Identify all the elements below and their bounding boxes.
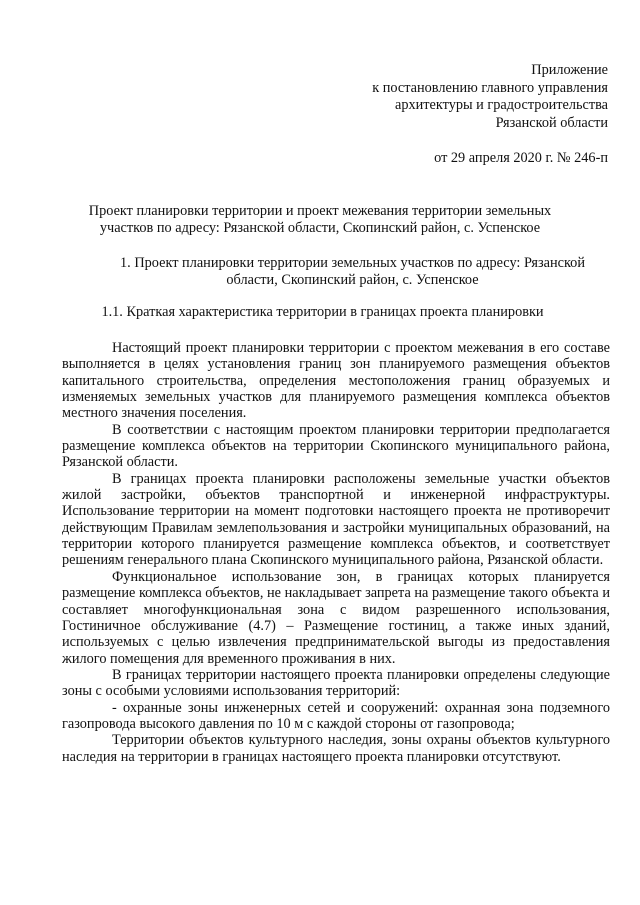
paragraph: В соответствии с настоящим проектом планировки территории предполагается размещение комплекса объектов на территории Скопинского муниципального района, Рязанской области. [62,421,610,471]
paragraph: В границах проекта планировки расположены земельные участки объектов жилой застройки, объектов транспортной и инженерной инфраструктуры. Использование территории на момент подготовки настоящего проекта не противоречит действующим Правилам землепользования и застройки муниципальных образований, на территории которого планируется размещение комплекса объектов, и соответствует решениям генерального плана Скопинского муниципального района, Рязанской области. [62,470,610,569]
document-title: Проект планировки территории и проект межевания территории земельных участков по адресу: Рязанской области, Скопинский район, с. Успенское [88,203,552,236]
section-1-1-heading: 1.1. Краткая характеристика территории в границах проекта планировки [101,304,544,320]
body-text [62,340,610,765]
paragraph: Настоящий проект планировки территории с проектом межевания в его составе выполняется в целях установления границ зон планируемого размещения объектов капитального строительства, определения местоположения границ образуемых и изменяемых земельных участков для планируемого размещения комплекса объектов местного значения поселения. [62,340,610,422]
appendix-date: от 29 апреля 2020 г. № 246-п [434,150,608,166]
paragraph: В границах территории настоящего проекта планировки определены следующие зоны с особыми условиями использования территорий: [62,666,610,700]
paragraph: Функциональное использование зон, в границах которых планируется размещение комплекса объектов, не накладывает запрета на размещение такого объекта и составляет многофункциональная зона с видом разрешенного использования, Гостиничное обслуживание (4.7) – Размещение гостиниц, а также иных зданий, используемых с целью извлечения предпринимательской выгоды из предоставления жилого помещения для временного проживания в них. [62,568,610,667]
appendix-label: Приложение [531,62,608,78]
appendix-region-line: Рязанской области [495,114,608,131]
paragraph: - охранные зоны инженерных сетей и сооружений: охранная зона подземного газопровода высокого давления по 10 м с каждой стороны от газопровода; [62,699,610,732]
appendix-header [288,62,608,168]
section-1-heading: 1. Проект планировки территории земельных участков по адресу: Рязанской области, Скопинский район, с. Успенское [120,255,585,288]
paragraph: Территории объектов культурного наследия, зоны охраны объектов культурного наследия на территории в границах настоящего проекта планировки отсутствуют. [62,732,610,765]
appendix-resolution-line: к постановлению главного управления [372,79,608,96]
appendix-authority-line: архитектуры и градостроительства [394,97,608,113]
